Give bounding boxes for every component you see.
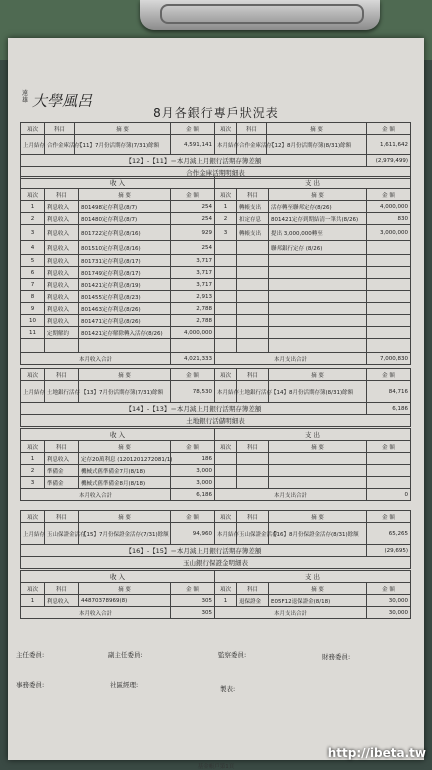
table-row: 3 利息收入 801722定存利息(8/16) 929 3 轉帳支出 提出 3,000,000轉至 3,000,000 xyxy=(21,225,411,241)
table-row: 7 利息收入 801421定存利息(8/19) 3,717 xyxy=(21,279,411,291)
page-title: 8月各銀行專戶狀況表 xyxy=(153,106,279,120)
page-footer: 基金帳戶第1頁 xyxy=(197,764,235,770)
signature-maker: 製表: xyxy=(220,685,236,693)
signature-affairs: 事務委員: xyxy=(16,681,45,689)
section2-detail-table: 收 入 支 出 項次 科目 摘 要 金 額 項次 科目 摘 要 金 額 1 利息收入 定存20萬利息 (1201201272081/1) 186 2 準備金 機械式舊準備金7月(8/18) 3,000 3 準備金 機械式舊準備金8月(8/18) 3,000 本月收入合計 6,186 本月支出合計 0 xyxy=(20,428,411,501)
table-row: 1 利息收入 44870378969(8) 305 1 退保證金 E05F12退保證金(8/18) 30,000 xyxy=(21,595,411,607)
table-row: 9 利息收入 801463定存利息(8/26) 2,788 xyxy=(21,303,411,315)
table-row: 11 定期解約 801421定存解除轉入活存(8/26) 4,000,000 xyxy=(21,327,411,339)
table-row: 3 準備金 機械式舊準備金8月(8/18) 3,000 xyxy=(21,477,411,489)
section1-detail-table: 收 入 支 出 項次 科目 摘 要 金 額 項次 科目 摘 要 金 額 1 利息收入 801498定存利息(8/7) 254 1 轉帳支出 活存轉至聯邦定存(8/26) 4,000,000 2 利息收入 801480定存利息(8/7) 254 2 扣定存息 801421定存到期結清一筆共(8/26) 830 3 利息收入 801722定存利息(8/16) 929 3 轉帳支出 提出 3,000,000轉至 3,000,000 4 利息收入 801510定存利息(8/16) 254 聯邦銀行定存 (8/26) 5 利息收入 801731定存利息(8/17) 3,717 6 利息收入 801749定存利息(8/17) 3,717 7 利息收入 801421定存利息(8/19) 3,717 8 利息收入 801455定存利息(8/23) 2,913 9 利息收入 801463定存利息(8/26) 2,788 10 利息收入 801471定存利息(8/26) 2,788 11 定期解約 801421定存解除轉入活存(8/26) 4,000,000 本月收入合計 4,021,333 本月支出合計 7,000,830 xyxy=(20,176,411,365)
watermark: http://ibeta.tw xyxy=(327,746,426,760)
signature-manager: 社區經理: xyxy=(110,681,139,689)
clipboard-clip xyxy=(140,0,380,30)
table-row: 2 利息收入 801480定存利息(8/7) 254 2 扣定存息 801421定存到期結清一筆共(8/26) 830 xyxy=(21,213,411,225)
section3-detail-table: 收 入 支 出 項次 科目 摘 要 金 額 項次 科目 摘 要 金 額 1 利息收入 44870378969(8) 305 1 退保證金 E05F12退保證金(8/18) 30,000 本月收入合計 305 本月支出合計 30,000 xyxy=(20,570,411,619)
table-row: 2 準備金 機械式舊準備金7月(8/18) 3,000 xyxy=(21,465,411,477)
table-row: 8 利息收入 801455定存利息(8/23) 2,913 xyxy=(21,291,411,303)
table-row: 1 利息收入 定存20萬利息 (1201201272081/1) 186 xyxy=(21,453,411,465)
section1-balance-table: 項次 科目 摘 要 金 額 項次 科目 摘 要 金 額 上月結存 合作金庫活存 【11】7月份活期存簿(7/31)餘額 4,591,141 本月結存 合作金庫活存 【12】8月份活期存簿(8/31)餘額 1,611,642 【12】-【11】＝本月減上月銀行活期存簿差額 (2,979,499) 合作金庫活期明細表 xyxy=(20,122,411,179)
signature-supervisor: 監察委員: xyxy=(218,651,247,659)
table-row: 1 利息收入 801498定存利息(8/7) 254 1 轉帳支出 活存轉至聯邦定存(8/26) 4,000,000 xyxy=(21,201,411,213)
signature-chair: 主任委員: xyxy=(16,651,45,659)
table-row: 4 利息收入 801510定存利息(8/16) 254 聯邦銀行定存 (8/26) xyxy=(21,241,411,255)
table-row: 10 利息收入 801471定存利息(8/26) 2,788 xyxy=(21,315,411,327)
brand-logo: 遠雄 大學風呂 xyxy=(22,90,93,110)
document-page xyxy=(8,38,424,770)
table-row: 5 利息收入 801731定存利息(8/17) 3,717 xyxy=(21,255,411,267)
section3-balance-table: 項次 科目 摘 要 金 額 項次 科目 摘 要 金 額 上月結存 玉山保證金活存 【15】7月份保證金活存(7/31)餘額 94,960 本月結存 玉山保證金活存 【16】8月份保證金活存(8/31)餘額 65,265 【16】-【15】＝本月減上月銀行活期存簿差額 (29,695) 玉山銀行保證金明細表 xyxy=(20,510,411,569)
section2-balance-table: 項次 科目 摘 要 金 額 項次 科目 摘 要 金 額 上月結存 土地銀行活存 【13】7月份活期存簿(7/31)餘額 78,530 本月結存 土地銀行活存 【14】8月份活期存簿(8/31)餘額 84,716 【14】-【13】＝本月減上月銀行活期存簿差額 6,186 土地銀行活儲明細表 xyxy=(20,368,411,427)
table-row: 6 利息收入 801749定存利息(8/17) 3,717 xyxy=(21,267,411,279)
signature-vice: 副主任委員: xyxy=(108,651,143,659)
signature-finance: 財務委員: xyxy=(322,653,351,661)
